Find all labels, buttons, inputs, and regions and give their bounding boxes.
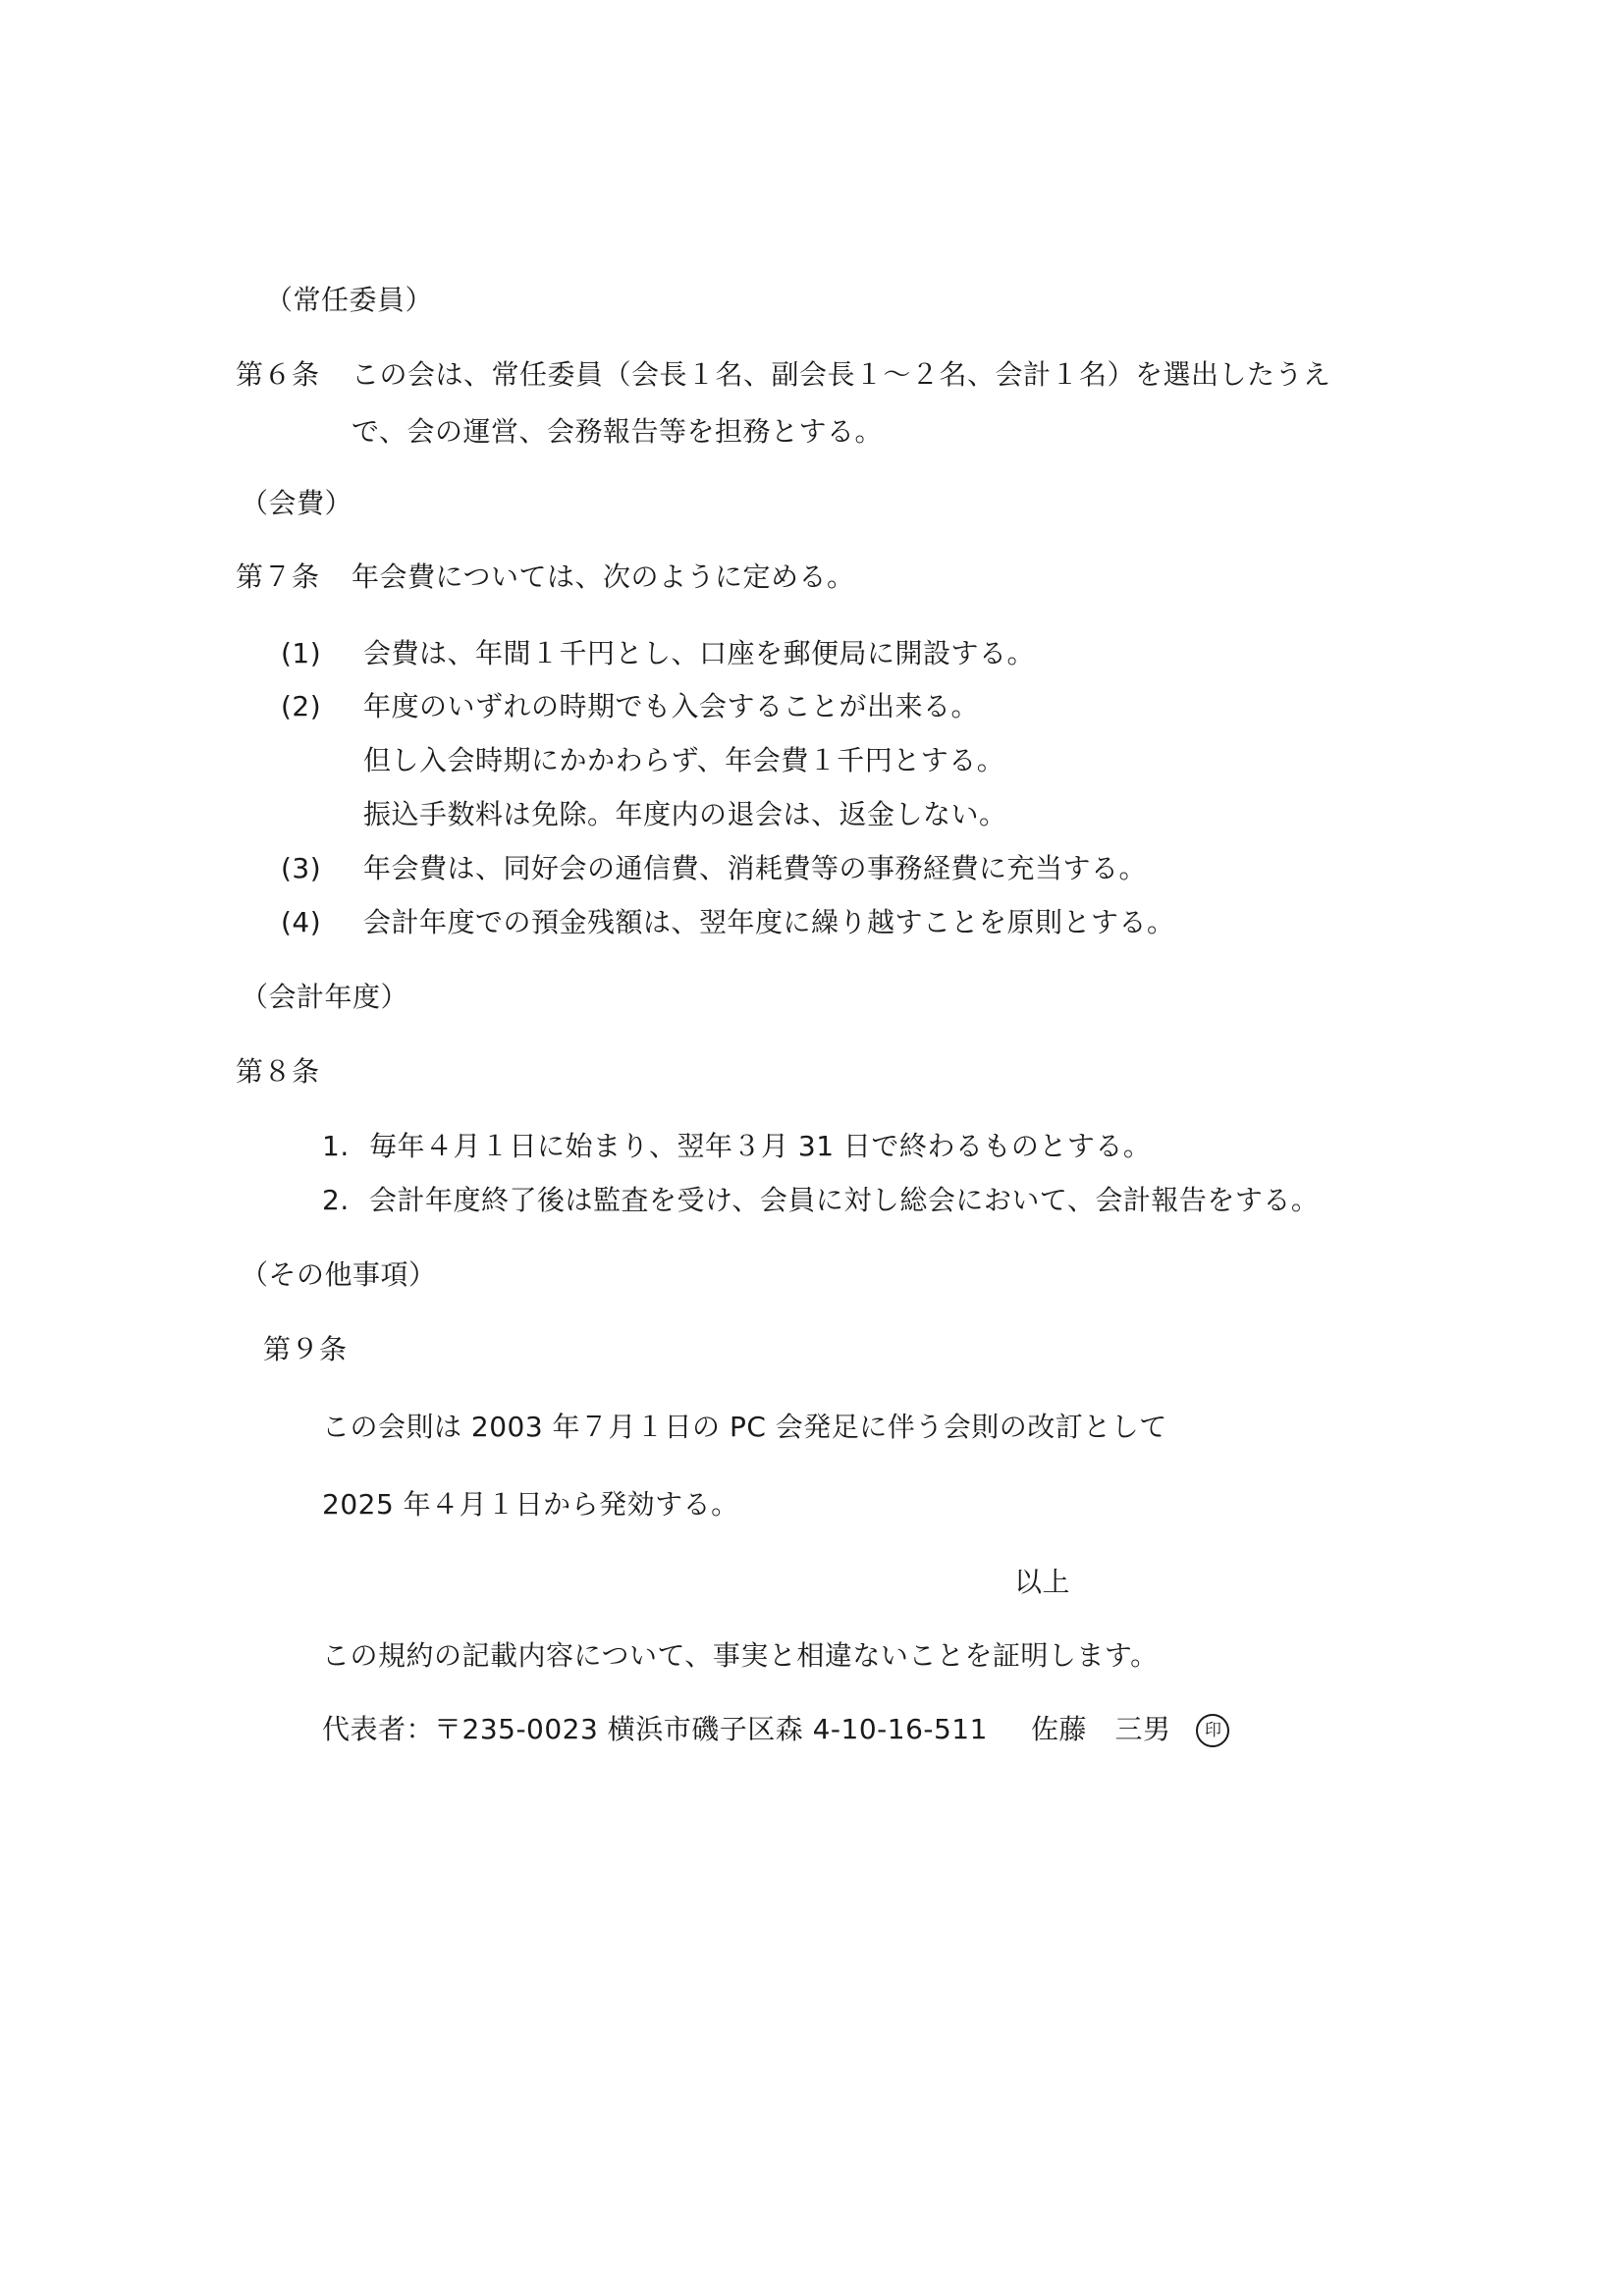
article-7-item-text: 但し入会時期にかかわらず、年会費１千円とする。: [363, 744, 1005, 776]
article-6-label: 第６条: [236, 358, 320, 391]
seal-mark: 印: [1196, 1714, 1229, 1747]
certification-statement: この規約の記載内容について、事実と相違ないことを証明します。: [322, 1639, 1159, 1672]
article-6-text-line-1: この会は、常任委員（会長１名、副会長１～２名、会計１名）を選出したうえ: [352, 358, 1331, 391]
article-7-item-text: 年会費は、同好会の通信費、消耗費等の事務経費に充当する。: [363, 852, 1148, 884]
article-9-text-line-2: 2025 年４月１日から発効する。: [322, 1488, 739, 1521]
representative-address: 代表者：〒235-0023 横浜市磯子区森 4-10-16-511: [322, 1713, 988, 1745]
article-7-item-number: (2): [281, 690, 322, 722]
representative-name: 佐藤 三男: [1030, 1713, 1171, 1745]
article-8-item-text: 会計年度終了後は監査を受け、会員に対し総会において、会計報告をする。: [369, 1184, 1320, 1216]
article-6-heading: （常任委員）: [265, 284, 434, 316]
article-7-label: 第７条: [236, 561, 320, 593]
article-9-text-line-1: この会則は 2003 年７月１日の PC 会発足に伴う会則の改訂として: [322, 1411, 1167, 1443]
article-8-label: 第８条: [236, 1055, 320, 1088]
article-7-item-text: 会計年度での預金残額は、翌年度に繰り越すことを原則とする。: [363, 906, 1175, 938]
article-6-text-line-2: で、会の運営、会務報告等を担務とする。: [352, 415, 883, 448]
article-7-item-text: 年度のいずれの時期でも入会することが出来る。: [363, 690, 980, 722]
article-9-heading: （その他事項）: [241, 1258, 437, 1291]
article-7-item-text: 会費は、年間１千円とし、口座を郵便局に開設する。: [363, 637, 1036, 669]
article-9-label: 第９条: [263, 1333, 348, 1365]
article-7-heading: （会費）: [241, 487, 353, 519]
article-8-item-text: 毎年４月１日に始まり、翌年３月 31 日で終わるものとする。: [369, 1130, 1152, 1162]
article-7-item-number: (4): [281, 906, 322, 938]
representative-line: [322, 1712, 1229, 1747]
article-7-item-number: (3): [281, 852, 322, 884]
article-8-item-number: 1.: [322, 1130, 350, 1162]
article-7-intro: 年会費については、次のように定める。: [352, 561, 855, 593]
article-8-heading: （会計年度）: [241, 981, 409, 1013]
article-7-item-text: 振込手数料は免除。年度内の退会は、返金しない。: [363, 798, 1007, 830]
closing-mark: 以上: [1014, 1566, 1071, 1598]
article-7-item-number: (1): [281, 637, 322, 669]
article-8-item-number: 2.: [322, 1184, 350, 1216]
